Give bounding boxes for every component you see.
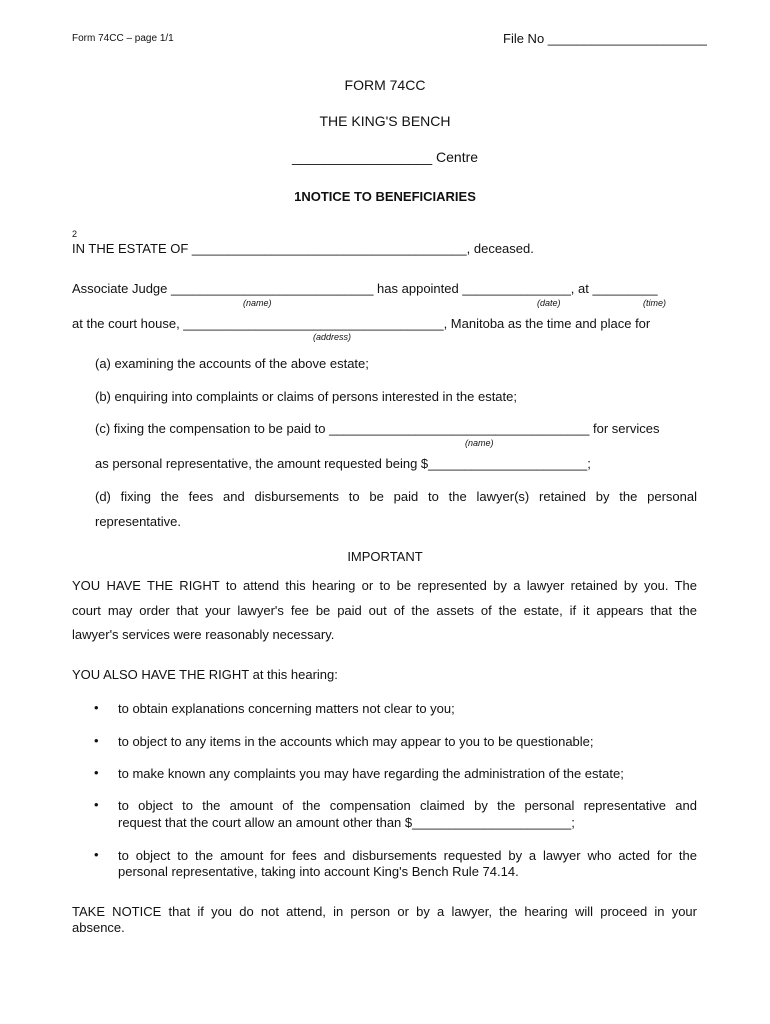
bullet-complaints: to make known any complaints you may have regarding the administration of the estate; bbox=[118, 766, 624, 781]
right-to-attend-line-2: court may order that your lawyer's fee be paid out of the assets of the estate, if it appears that the bbox=[72, 603, 697, 618]
notice-title: 1NOTICE TO BENEFICIARIES bbox=[294, 189, 476, 204]
purpose-b: (b) enquiring into complaints or claims of persons interested in the estate; bbox=[95, 389, 517, 404]
right-to-attend-line-3: lawyer's services were reasonably necessary. bbox=[72, 627, 335, 642]
take-notice-line-2: absence. bbox=[72, 920, 125, 935]
bullet-dot: • bbox=[94, 733, 99, 748]
bullet-dot: • bbox=[94, 847, 99, 862]
courthouse-line[interactable]: at the court house, ____________________________________, Manitoba as the time and place for bbox=[72, 316, 651, 331]
amount-requested-line[interactable]: as personal representative, the amount requested being $______________________; bbox=[95, 456, 591, 471]
other-amount-line[interactable]: request that the court allow an amount other than $______________________; bbox=[118, 815, 575, 830]
purpose-c-line[interactable]: (c) fixing the compensation to be paid to ____________________________________ for services bbox=[95, 421, 660, 436]
bullet-object-items: to object to any items in the accounts which may appear to you to be questionable; bbox=[118, 734, 594, 749]
important-heading: IMPORTANT bbox=[347, 549, 423, 564]
appointment-line[interactable]: Associate Judge ____________________________ has appointed _______________, at _________ bbox=[72, 281, 658, 296]
bullet-object-fees-continued: personal representative, taking into account King's Bench Rule 74.14. bbox=[118, 864, 519, 879]
purpose-d-continued: representative. bbox=[95, 514, 181, 529]
bullet-dot: • bbox=[94, 700, 99, 715]
centre-field[interactable]: __________________ Centre bbox=[291, 149, 479, 165]
also-right-heading: YOU ALSO HAVE THE RIGHT at this hearing: bbox=[72, 667, 338, 682]
court-title: THE KING'S BENCH bbox=[319, 113, 451, 129]
right-to-attend-line-1: YOU HAVE THE RIGHT to attend this hearing or to be represented by a lawyer retained by you. The bbox=[72, 578, 697, 593]
estate-line[interactable]: IN THE ESTATE OF ______________________________________, deceased. bbox=[72, 241, 534, 256]
address-caption: (address) bbox=[313, 332, 352, 342]
take-notice-line-1: TAKE NOTICE that if you do not attend, in person or by a lawyer, the hearing will proceed in your bbox=[72, 904, 697, 919]
name-caption: (name) bbox=[243, 298, 272, 308]
purpose-d: (d) fixing the fees and disbursements to be paid to the lawyer(s) retained by the personal bbox=[95, 489, 697, 504]
bullet-object-compensation: to object to the amount of the compensation claimed by the personal representative and bbox=[118, 798, 697, 813]
purpose-a: (a) examining the accounts of the above estate; bbox=[95, 356, 369, 371]
footnote-marker: 2 bbox=[72, 229, 78, 239]
file-number-field[interactable]: File No ______________________ bbox=[503, 31, 707, 46]
form-title: FORM 74CC bbox=[344, 77, 426, 93]
bullet-dot: • bbox=[94, 797, 99, 812]
bullet-dot: • bbox=[94, 765, 99, 780]
page-label: Form 74CC – page 1/1 bbox=[72, 33, 174, 44]
compensation-name-caption: (name) bbox=[465, 438, 494, 448]
time-caption: (time) bbox=[643, 298, 666, 308]
bullet-explanations: to obtain explanations concerning matters not clear to you; bbox=[118, 701, 455, 716]
bullet-object-fees: to object to the amount for fees and disbursements requested by a lawyer who acted for the bbox=[118, 848, 697, 863]
date-caption: (date) bbox=[537, 298, 561, 308]
